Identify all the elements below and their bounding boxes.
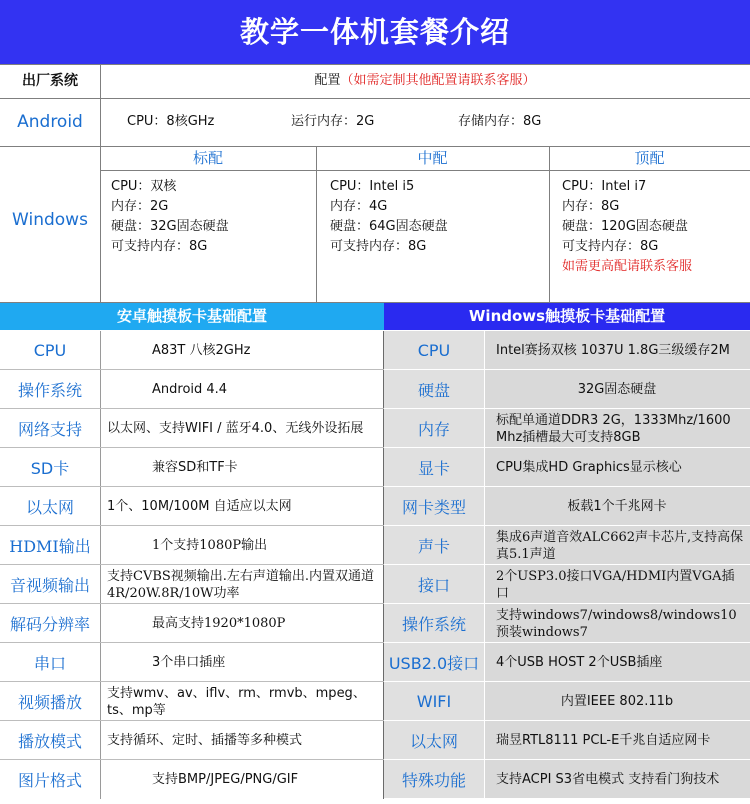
spec-line: CPU：Intel i5 (330, 179, 415, 194)
windows-spec-value (484, 643, 750, 682)
windows-spec-value-text: 支持ACPI S3省电模式 支持看门狗技术 (496, 772, 720, 787)
android-row (0, 98, 750, 146)
row-divider (0, 720, 384, 721)
divider (100, 170, 750, 171)
windows-spec-label-text: WIFI (416, 692, 452, 711)
spec-line: 可支持内存：8G (111, 239, 208, 254)
android-spec-value-text: 1个支持1080P输出 (152, 538, 268, 553)
row-divider (0, 681, 384, 682)
android-spec-label (0, 760, 100, 799)
windows-spec-label (384, 565, 484, 604)
windows-spec-label-text: 声卡 (417, 537, 450, 556)
android-spec-label-text: 图片格式 (17, 771, 82, 790)
android-spec-label (0, 370, 100, 409)
android-spec-label (0, 565, 100, 604)
windows-spec-value-text: CPU集成HD Graphics显示核心 (496, 460, 682, 475)
spec-line: 内存：8G (562, 199, 620, 214)
spec-line: 硬盘：120G固态硬盘 (562, 219, 688, 234)
spec-line: CPU：双核 (111, 179, 177, 194)
divider (316, 146, 317, 302)
android-spec-value (100, 565, 383, 604)
android-spec-label (0, 682, 100, 721)
windows-spec-value (484, 331, 750, 370)
android-spec-label-text: 网络支持 (17, 420, 82, 439)
android-spec-value (100, 448, 383, 487)
android-spec-value-text: 支持循环、定时、插播等多种模式 (107, 733, 303, 748)
windows-spec-label-text: 显卡 (417, 459, 450, 478)
system-column-label: 出厂系统 (22, 73, 78, 89)
divider (0, 302, 750, 303)
android-spec-value (100, 526, 383, 565)
windows-spec-value (484, 760, 750, 799)
android-cpu: CPU：8核GHz (127, 114, 215, 129)
windows-spec-value-text: 支持windows7/windows8/windows10预装windows7 (496, 607, 737, 640)
divider (0, 64, 750, 65)
column-divider (484, 331, 485, 799)
android-spec-value-text: 3个串口插座 (152, 655, 226, 670)
windows-spec-value (484, 370, 750, 409)
windows-spec-label (384, 409, 484, 448)
row-divider (0, 642, 384, 643)
android-spec-label-text: HDMI输出 (9, 537, 91, 556)
android-label: Android (17, 112, 83, 132)
windows-spec-value (484, 604, 750, 643)
row-divider (0, 603, 384, 604)
android-spec-value (100, 331, 383, 370)
row-divider (0, 798, 750, 799)
android-spec-label (0, 409, 100, 448)
spec-line: 内存：4G (330, 199, 388, 214)
windows-spec-value-text: 32G固态硬盘 (577, 382, 657, 397)
android-section-header: 安卓触摸板卡基础配置 (0, 302, 384, 330)
windows-spec-value-text: 2个USP3.0接口VGA/HDMI内置VGA插口 (496, 568, 735, 601)
spec-line: 可支持内存：8G (330, 239, 427, 254)
tier-mid-name: 中配 (417, 149, 448, 167)
windows-spec-label-text: 接口 (417, 576, 450, 595)
spec-line: 内存：2G (111, 199, 169, 214)
windows-spec-label (384, 448, 484, 487)
windows-spec-value (484, 721, 750, 760)
windows-spec-label (384, 370, 484, 409)
tier-top-name: 顶配 (634, 149, 665, 167)
android-spec-value-text: Android 4.4 (152, 382, 228, 397)
tier-top-note: 如需更高配请联系客服 (562, 259, 693, 274)
android-spec-value (100, 682, 383, 721)
windows-spec-label (384, 331, 484, 370)
divider (0, 98, 750, 99)
windows-spec-label (384, 682, 484, 721)
divider (549, 146, 550, 302)
android-spec-label (0, 487, 100, 526)
spec-line: CPU：Intel i7 (562, 179, 647, 194)
android-spec-label (0, 526, 100, 565)
android-spec-label (0, 721, 100, 760)
android-spec-value (100, 643, 383, 682)
android-spec-label-text: SD卡 (30, 459, 70, 478)
row-divider (0, 486, 384, 487)
windows-spec-label (384, 487, 484, 526)
android-spec-value-text: 支持wmv、av、iflv、rm、rmvb、mpeg、ts、mp等 (107, 685, 366, 718)
windows-spec-label-text: 操作系统 (401, 615, 466, 634)
windows-spec-label (384, 526, 484, 565)
windows-spec-label-text: 内存 (417, 420, 450, 439)
windows-spec-value (484, 682, 750, 721)
config-column-label (100, 64, 750, 98)
android-spec-label-text: 操作系统 (17, 381, 82, 400)
row-divider (0, 525, 384, 526)
android-spec-value-text: A83T 八核2GHz (152, 343, 251, 358)
android-spec-label-text: 以太网 (25, 498, 74, 517)
tier-mid-specs (330, 177, 540, 257)
windows-spec-label-text: CPU (417, 341, 451, 360)
android-spec-value-text: 支持BMP/JPEG/PNG/GIF (152, 772, 299, 787)
android-ram: 运行内存：2G (291, 114, 375, 129)
android-spec-label (0, 604, 100, 643)
spec-line: 可支持内存：8G (562, 239, 659, 254)
windows-spec-label (384, 643, 484, 682)
windows-spec-label-text: 硬盘 (417, 381, 450, 400)
windows-spec-value-text: 4个USB HOST 2个USB插座 (496, 655, 663, 670)
spec-line: 硬盘：32G固态硬盘 (111, 219, 229, 234)
tier-top-specs (562, 177, 747, 277)
android-spec-value (100, 721, 383, 760)
android-spec-value-text: 最高支持1920*1080P (152, 616, 286, 631)
android-spec-label-text: 串口 (33, 654, 66, 673)
android-spec-label-text: CPU (33, 341, 67, 360)
android-storage: 存储内存：8G (458, 114, 542, 129)
android-spec-value-text: 以太网、支持WIFI / 蓝牙4.0、无线外设拓展 (107, 421, 364, 436)
divider (100, 64, 101, 302)
android-spec-label (0, 448, 100, 487)
android-spec-value (100, 409, 383, 448)
row-divider (0, 408, 384, 409)
windows-spec-value (484, 487, 750, 526)
header-row (0, 64, 750, 98)
windows-spec-value-text: 标配单通道DDR3 2G，1333Mhz/1600 Mhz插槽最大可支持8GB (496, 412, 731, 445)
page-title: 教学一体机套餐介绍 (0, 0, 750, 64)
row-divider (0, 447, 384, 448)
android-spec-label-text: 解码分辨率 (9, 615, 90, 634)
windows-label: Windows (12, 210, 88, 230)
android-spec-label (0, 643, 100, 682)
tier-standard-specs (111, 177, 311, 257)
windows-spec-label-text: 特殊功能 (401, 771, 466, 790)
config-note: （如需定制其他配置请联系客服） (340, 73, 536, 88)
row-divider (0, 759, 384, 760)
divider (0, 146, 750, 147)
row-divider (0, 564, 384, 565)
row-divider (0, 369, 384, 370)
windows-spec-value-text: 内置IEEE 802.11b (560, 694, 674, 709)
android-spec-value-text: 1个、10M/100M 自适应以太网 (107, 499, 292, 514)
config-label: 配置 (314, 73, 341, 88)
column-divider (383, 331, 384, 799)
windows-spec-label (384, 760, 484, 799)
android-spec-value-text: 支持CVBS视频输出.左右声道输出.内置双通道4R/20W.8R/10W功率 (107, 568, 375, 601)
android-spec-value (100, 487, 383, 526)
windows-spec-label-text: 以太网 (409, 732, 458, 751)
android-spec-label-text: 音视频输出 (9, 576, 90, 595)
windows-section-header: Windows触摸板卡基础配置 (384, 302, 750, 330)
spec-line: 硬盘：64G固态硬盘 (330, 219, 448, 234)
android-spec-label-text: 播放模式 (17, 732, 82, 751)
android-spec-value (100, 604, 383, 643)
windows-spec-label-text: USB2.0接口 (388, 654, 480, 673)
windows-spec-value-text: 瑞昱RTL8111 PCL-E千兆自适应网卡 (496, 733, 711, 748)
column-divider (100, 331, 101, 799)
windows-spec-value (484, 526, 750, 565)
tier-standard-name: 标配 (192, 149, 223, 167)
windows-spec-label (384, 721, 484, 760)
windows-spec-label (384, 604, 484, 643)
windows-spec-value-text: 板载1个千兆网卡 (567, 499, 667, 514)
windows-spec-value (484, 565, 750, 604)
android-spec-value-text: 兼容SD和TF卡 (152, 460, 238, 475)
android-spec-label (0, 331, 100, 370)
windows-spec-label-text: 网卡类型 (401, 498, 466, 517)
windows-spec-value (484, 409, 750, 448)
windows-spec-value-text: Intel赛扬双核 1037U 1.8G三级缓存2M (496, 343, 730, 358)
windows-spec-value (484, 448, 750, 487)
windows-spec-value-text: 集成6声道音效ALC662声卡芯片,支持高保真5.1声道 (496, 529, 744, 562)
android-spec-value (100, 760, 383, 799)
android-spec-value (100, 370, 383, 409)
android-spec-label-text: 视频播放 (17, 693, 82, 712)
